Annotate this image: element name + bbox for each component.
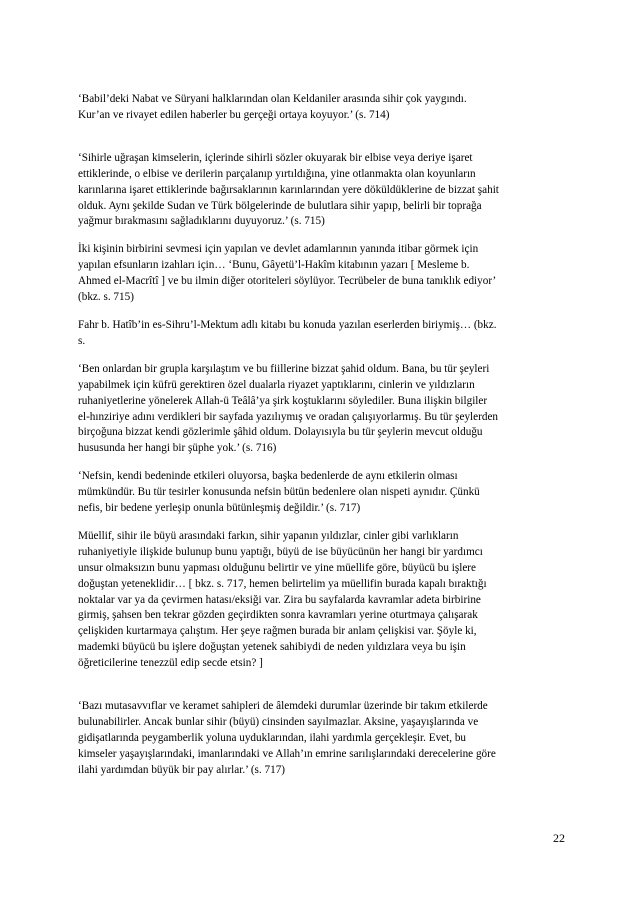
text-line: kimseler yaşayışlarındaki, imanlarındaki ve Allah’ın emrine sarılışlarındaki derecelerine göre <box>78 747 496 760</box>
text-line: ‘Bazı mutasavvıflar ve keramet sahipleri de âlemdeki durumlar üzerinde bir takım etkilerde <box>78 700 488 713</box>
text-line: yapabilmek için küfrü gerektiren özel dualarla riyazet yaptıklarını, cinlerin ve yıldızların <box>78 378 475 391</box>
text-line: çelişkiden kurtarmaya çalıştım. Her şeye rağmen burada bir anlam çelişkisi var. Şöyle ki, <box>78 625 477 638</box>
text-line: hususunda her hangi bir şüphe yok.’ (s. 716) <box>78 442 277 455</box>
paragraph <box>78 92 562 124</box>
text-line: Ahmed el-Macrîtî ] ve bu ilmin diğer otoriteleri söylüyor. Tecrübeler de buna tanıklık ediyor’ <box>78 275 497 288</box>
text-line: olduk. Aynı şekilde Sudan ve Türk bölgelerinde de bulutlara sihir yapıp, belirli bir toprağa <box>78 199 482 212</box>
paragraph <box>78 318 562 350</box>
text-line: girmiş, şahsen ben tekrar gözden geçirdikten sonra kavramları yerine oturtmaya çalışarak <box>78 609 478 622</box>
text-line: ‘Nefsin, kendi bedeninde etkileri oluyorsa, başka bedenlerde de aynı etkilerin olması <box>78 470 458 483</box>
text-line: ‘Babil’deki Nabat ve Süryani halklarından olan Keldaniler arasında sihir çok yaygındı. <box>78 93 467 105</box>
text-line: doğuştan yeteneklidir… [ bkz. s. 717, hemen belirtelim ya müellifin burada kapalı bıraktığı <box>78 577 487 590</box>
text-line: ruhaniyetiyle ilişkide bulunup bunu yaptığı, büyü de ise büyücünün her hangi bir yardımcı <box>78 545 483 558</box>
paragraph <box>78 242 562 306</box>
text-line: birçoğuna bizzat kendi gözlerimle şâhid oldum. Dolayısıyla bu tür şeylerin mevcut olduğu <box>78 426 483 439</box>
text-line: el-hınziriye adını verdikleri bir sayfada yazılıymış ve oradan çalışıyorlarmış. Bu tür şeylerden <box>78 410 499 423</box>
text-line: mümkündür. Bu tür tesirler konusunda nefsin bütün bedenlere olan nispeti aynıdır. Çünkü <box>78 486 480 499</box>
text-line: Fahr b. Hatîb’in es-Sihru’l-Mektum adlı kitabı bu konuda yazılan eserlerden biriymiş… (bkz. <box>78 318 497 331</box>
text-line: bulunabilirler. Ancak bunlar sihir (büyü) cinsinden sayılmazlar. Aksine, yaşayışlarında ve <box>78 716 479 728</box>
text-line: ettiklerinde, o elbise ve derilerin parçalanıp yırtıldığına, yine otlanmakta olan koyunların <box>78 167 476 180</box>
text-line: ilahi yardımdan büyük bir pay alırlar.’ (s. 717) <box>78 763 286 776</box>
text-line: nefis, bir bedene yerleşip onunla bütünleşmiş değildir.’ (s. 717) <box>78 502 361 515</box>
paragraph <box>78 151 562 231</box>
text-line: (bkz. s. 715) <box>78 291 134 304</box>
paragraph <box>78 469 562 517</box>
text-line: öğreticilerine tenezzül edip secde etsin? ] <box>78 657 263 670</box>
text-line: ‘Ben onlardan bir grupla karşılaştım ve bu fiillerine bizzat şahid oldum. Bana, bu tür şeyleri <box>78 362 490 375</box>
text-line: mademki büyücü bu işlere doğuştan yetenek sahibiydi de neden yıldızlara veya bu işin <box>78 641 466 654</box>
text-line: unsur olmaksızın bunu yapması olduğunu belirtir ve yine müellife göre, büyücü bu işlere <box>78 561 477 574</box>
text-line: ruhaniyetlerine yönelerek Allah-ü Teâlâ’ya şirk koştuklarını söylediler. Buna ilişkin bilgiler <box>78 394 488 407</box>
text-line: Kur’an ve rivayet edilen haberler bu gerçeği ortaya koyuyor.’ (s. 714) <box>78 108 390 121</box>
paragraph <box>78 529 562 672</box>
text-line: gidişatlarında peygamberlik yoluna uyduklarından, ilahi yardımla gerçekleşir. Evet, bu <box>78 731 467 744</box>
paragraph <box>78 699 562 779</box>
page-number: 22 <box>553 831 565 845</box>
text-line: ‘Sihirle uğraşan kimselerin, içlerinde sihirli sözler okuyarak bir elbise veya deriye işaret <box>78 151 473 164</box>
paragraph <box>78 362 562 457</box>
text-line: karınlarına işaret ettiklerinde bağırsaklarının karınlarından yere döküldüklerine de bizzat şahit <box>78 183 499 196</box>
text-line: s. <box>78 334 86 347</box>
text-line: Müellif, sihir ile büyü arasındaki farkın, sihir yapanın yıldızlar, cinler gibi varlıkların <box>78 529 459 542</box>
text-line: noktalar var ya da çevirmen hatası/eksiği var. Zira bu sayfalarda kavramlar adeta birbirine <box>78 593 481 606</box>
text-line: yapılan efsunların izahları için… ‘Bunu, Gâyetü’l-Hakîm kitabının yazarı [ Mesleme b. <box>78 259 470 272</box>
text-line: İki kişinin birbirini sevmesi için yapılan ve devlet adamlarının yanında itibar görmek için <box>78 243 479 256</box>
text-line: yağmur bırakmasını sağladıklarını duyuyoruz.’ (s. 715) <box>78 215 325 228</box>
document-body <box>78 92 562 779</box>
